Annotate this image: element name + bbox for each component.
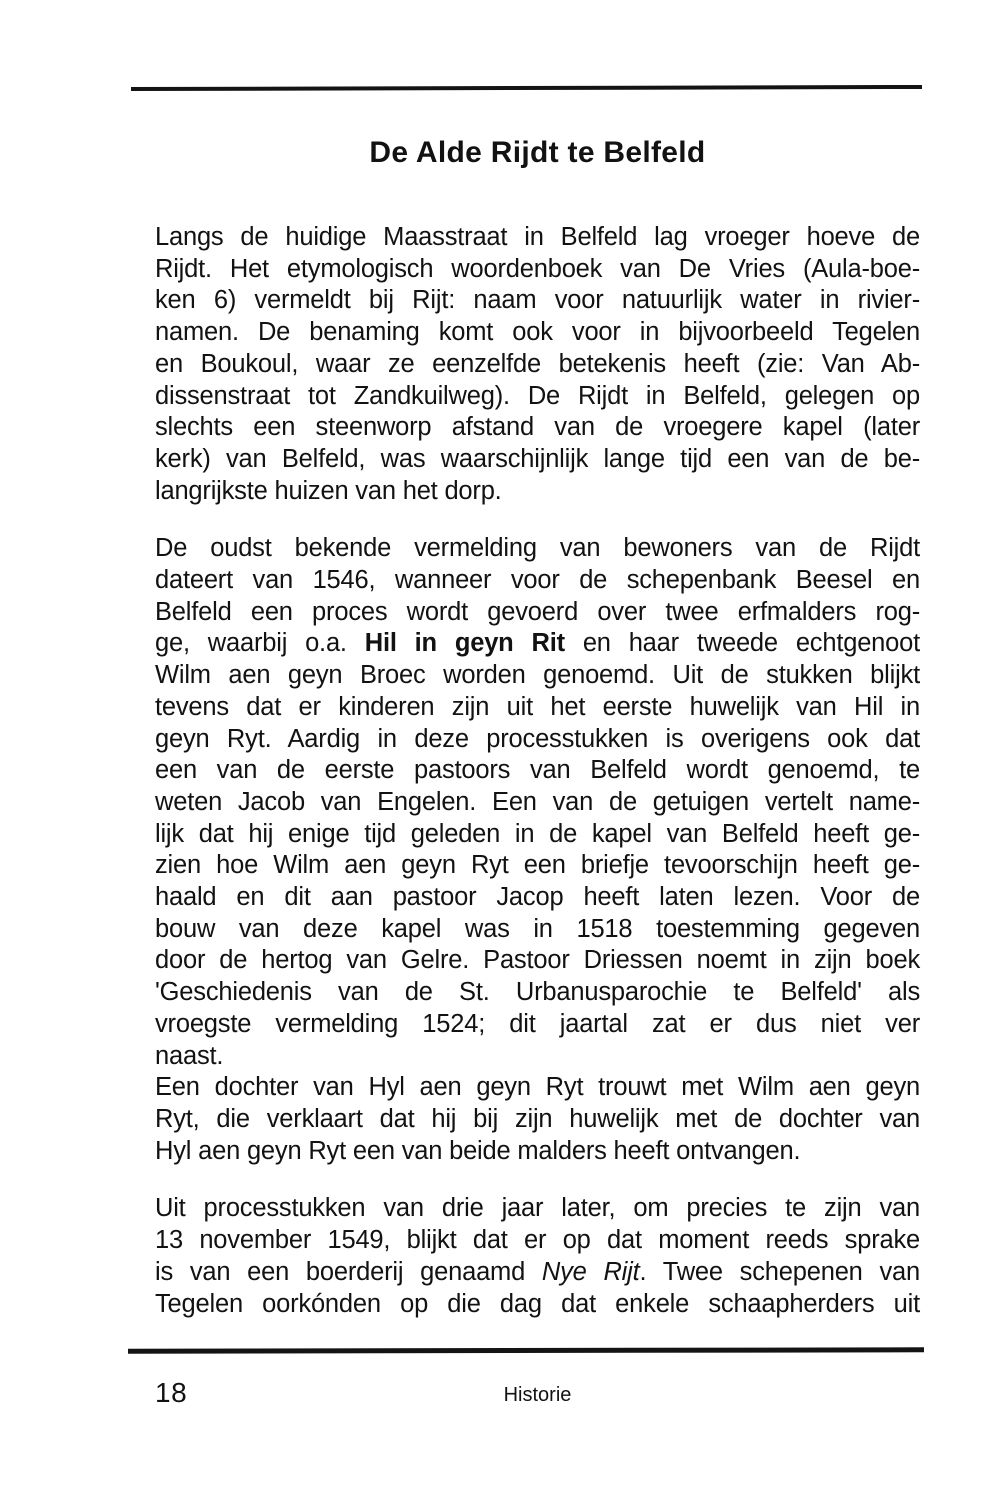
text-line [155, 882, 920, 914]
text-line [155, 285, 920, 317]
text-segment: weten Jacob van Engelen. Een van de getuigen vertelt name- [155, 787, 920, 816]
text-line [155, 755, 920, 787]
text-segment: dissenstraat tot Zandkuilweg). De Rijdt in Belfeld, gelegen op [155, 381, 920, 410]
paragraph [155, 222, 920, 507]
text-line [155, 444, 920, 476]
text-line [155, 222, 920, 254]
text-segment: . Twee schepenen van [639, 1257, 920, 1286]
text-line [155, 349, 920, 381]
text-line [155, 412, 920, 444]
text-segment: Een dochter van Hyl aen geyn Ryt trouwt met Wilm aen geyn [155, 1073, 920, 1102]
text-line [155, 1289, 920, 1321]
text-segment: haald en dit aan pastoor Jacop heeft laten lezen. Voor de [155, 883, 920, 912]
text-segment-bold: Hil in geyn Rit [364, 629, 565, 658]
text-segment: door de hertog van Gelre. Pastoor Driessen noemt in zijn boek [155, 946, 920, 975]
text-line [155, 724, 920, 756]
text-line [155, 597, 920, 629]
text-segment: slechts een steenworp afstand van de vroegere kapel (later [155, 413, 920, 442]
text-segment: De oudst bekende vermelding van bewoners van de Rijdt [155, 534, 920, 563]
paragraph [155, 1193, 920, 1320]
text-line [155, 317, 920, 349]
text-line [155, 1257, 920, 1289]
text-segment: langrijkste huizen van het dorp. [155, 476, 502, 505]
paragraph [155, 1072, 920, 1167]
text-line [155, 254, 920, 286]
text-line [155, 476, 920, 508]
text-segment: tevens dat er kinderen zijn uit het eerste huwelijk van Hil in [155, 692, 920, 721]
text-segment: zien hoe Wilm aen geyn Ryt een briefje tevoorschijn heeft ge- [155, 851, 920, 880]
text-line [155, 787, 920, 819]
text-segment: namen. De benaming komt ook voor in bijvoorbeeld Tegelen [155, 318, 920, 347]
text-segment: vroegste vermelding 1524; dit jaartal zat er dus niet ver [155, 1009, 920, 1038]
text-segment: geyn Ryt. Aardig in deze processtukken is overigens ook dat [155, 724, 920, 753]
text-line [155, 660, 920, 692]
text-segment: en haar tweede echtgenoot [564, 629, 921, 658]
text-segment: Tegelen oorkónden op die dag dat enkele schaapherders uit [155, 1289, 920, 1318]
text-line [155, 628, 920, 660]
text-body [155, 222, 920, 1320]
text-segment: is van een boerderij genaamd [155, 1257, 542, 1286]
text-segment: een van de eerste pastoors van Belfeld wordt genoemd, te [155, 756, 920, 785]
text-segment: Rijdt. Het etymologisch woordenboek van De Vries (Aula-boe- [155, 254, 920, 283]
text-segment: Belfeld een proces wordt gevoerd over twee erfmalders rog- [155, 597, 920, 626]
text-segment: Langs de huidige Maasstraat in Belfeld lag vroeger hoeve de [155, 223, 920, 251]
text-line [155, 1136, 920, 1168]
page-title: De Alde Rijdt te Belfeld [369, 136, 706, 170]
text-segment-italic: Nye Rijt [541, 1257, 640, 1286]
text-line [155, 565, 920, 597]
page-number: 18 [155, 1377, 188, 1408]
text-segment: Wilm aen geyn Broec worden genoemd. Uit de stukken blijkt [155, 661, 920, 690]
text-line [155, 1041, 920, 1073]
top-rule [131, 85, 922, 91]
text-segment: Uit processtukken van drie jaar later, om precies te zijn van [155, 1194, 920, 1223]
text-segment: Ryt, die verklaart dat hij bij zijn huwelijk met de dochter van [155, 1104, 920, 1133]
text-segment: bouw van deze kapel was in 1518 toestemming gegeven [155, 914, 920, 943]
text-line [155, 850, 920, 882]
bottom-rule [128, 1347, 924, 1353]
text-line [155, 1225, 920, 1257]
paragraph [155, 533, 920, 1072]
text-segment: lijk dat hij enige tijd geleden in de kapel van Belfeld heeft ge- [155, 819, 920, 848]
text-line [155, 914, 920, 946]
text-segment: dateert van 1546, wanneer voor de schepenbank Beesel en [155, 566, 920, 595]
text-line [155, 1104, 920, 1136]
text-line [155, 1072, 920, 1104]
text-line [155, 945, 920, 977]
text-line [155, 1193, 920, 1225]
text-segment: kerk) van Belfeld, was waarschijnlijk lange tijd een van de be- [155, 444, 920, 473]
text-segment: ken 6) vermeldt bij Rijt: naam voor natuurlijk water in rivier- [155, 286, 920, 315]
text-line [155, 533, 920, 565]
section-label: Historie [503, 1384, 572, 1406]
text-segment: naast. [155, 1041, 224, 1070]
text-line [155, 1009, 920, 1041]
text-line [155, 381, 920, 413]
text-segment: 13 november 1549, blijkt dat er op dat moment reeds sprake [155, 1226, 920, 1255]
text-line [155, 977, 920, 1009]
text-segment: Hyl aen geyn Ryt een van beide malders heeft ontvangen. [155, 1136, 801, 1165]
text-segment: en Boukoul, waar ze eenzelfde betekenis heeft (zie: Van Ab- [155, 349, 920, 378]
text-line [155, 819, 920, 851]
text-line [155, 692, 920, 724]
text-segment: 'Geschiedenis van de St. Urbanusparochie te Belfeld' als [155, 978, 920, 1007]
text-segment: ge, waarbij o.a. [155, 629, 365, 658]
